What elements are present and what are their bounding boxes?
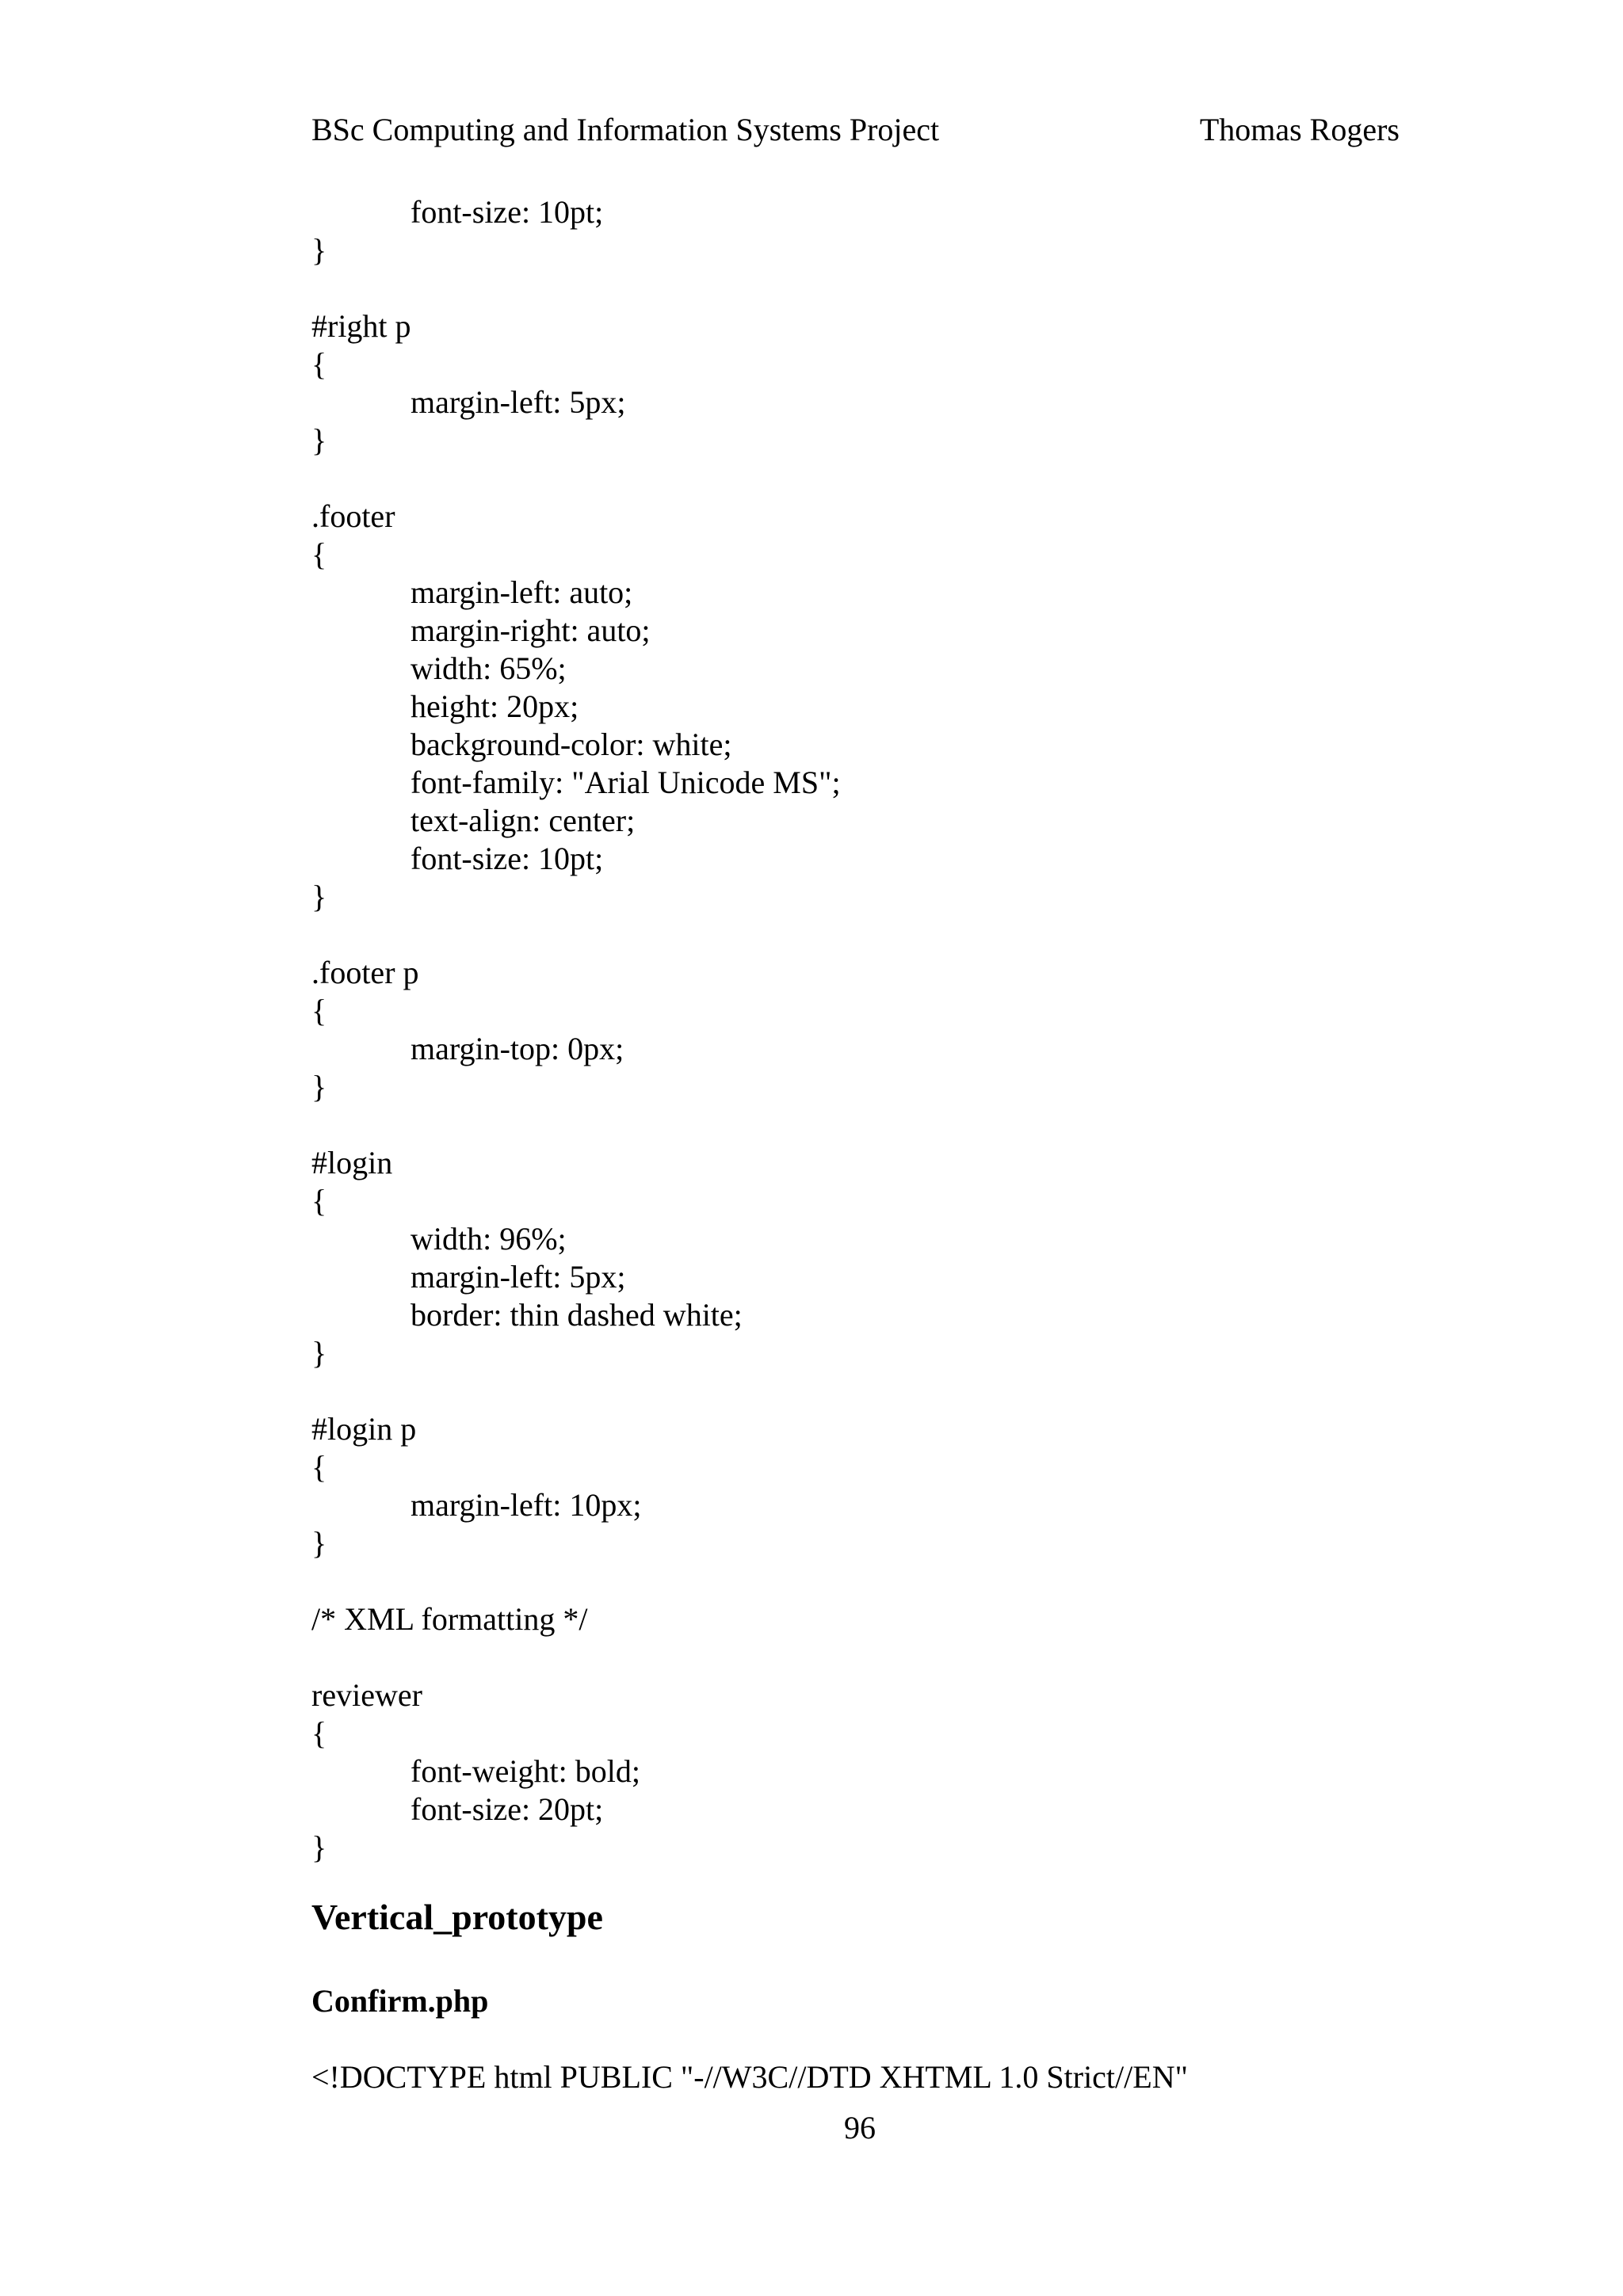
code-line: font-size: 20pt; [411, 1791, 604, 1827]
code-line: } [311, 232, 327, 268]
css-code-listing [311, 193, 841, 1867]
code-line: { [311, 536, 327, 572]
header-author: Thomas Rogers [1199, 112, 1400, 147]
code-line [311, 1638, 841, 1676]
code-line: { [311, 1449, 327, 1485]
code-line: } [311, 879, 327, 914]
code-line: /* XML formatting */ [311, 1601, 588, 1637]
code-line: .footer p [311, 955, 419, 990]
code-line: height: 20px; [411, 688, 579, 724]
page-number: 96 [844, 2110, 876, 2145]
code-line [311, 1106, 841, 1144]
code-line [311, 269, 841, 307]
doctype-code-line: <!DOCTYPE html PUBLIC "-//W3C//DTD XHTML 1.0 Strict//EN" [311, 2059, 1188, 2095]
code-line: } [311, 1335, 327, 1371]
code-line: background-color: white; [411, 727, 732, 762]
code-line: margin-left: 5px; [411, 384, 626, 420]
code-line: reviewer [311, 1677, 422, 1713]
code-line: { [311, 993, 327, 1028]
code-line [311, 1372, 841, 1410]
code-line: width: 96%; [411, 1221, 567, 1257]
code-line: } [311, 422, 327, 458]
code-line: width: 65%; [411, 650, 567, 686]
code-line: font-size: 10pt; [411, 194, 604, 230]
code-line: text-align: center; [411, 803, 636, 838]
code-line: font-family: "Arial Unicode MS"; [411, 765, 841, 800]
code-line: margin-left: 5px; [411, 1259, 626, 1295]
code-line: { [311, 1183, 327, 1219]
code-line: margin-top: 0px; [411, 1031, 624, 1066]
code-line: .footer [311, 498, 395, 534]
code-line: font-size: 10pt; [411, 841, 604, 876]
code-line: border: thin dashed white; [411, 1297, 743, 1333]
code-line [311, 460, 841, 498]
code-line: #right p [311, 308, 411, 344]
code-line: margin-left: auto; [411, 574, 633, 610]
code-line: } [311, 1525, 327, 1561]
code-line [311, 1562, 841, 1600]
section-heading: Vertical_prototype [311, 1897, 603, 1937]
code-line: } [311, 1829, 327, 1865]
code-line: } [311, 1069, 327, 1104]
code-line: font-weight: bold; [411, 1753, 640, 1789]
code-line: { [311, 346, 327, 382]
code-line: #login p [311, 1411, 417, 1447]
code-line: margin-right: auto; [411, 612, 651, 648]
code-line [311, 916, 841, 954]
code-line: { [311, 1715, 327, 1751]
header-project-title: BSc Computing and Information Systems Project [311, 112, 940, 147]
code-line: #login [311, 1145, 393, 1180]
code-line: margin-left: 10px; [411, 1487, 642, 1523]
subsection-heading: Confirm.php [311, 1983, 489, 2019]
